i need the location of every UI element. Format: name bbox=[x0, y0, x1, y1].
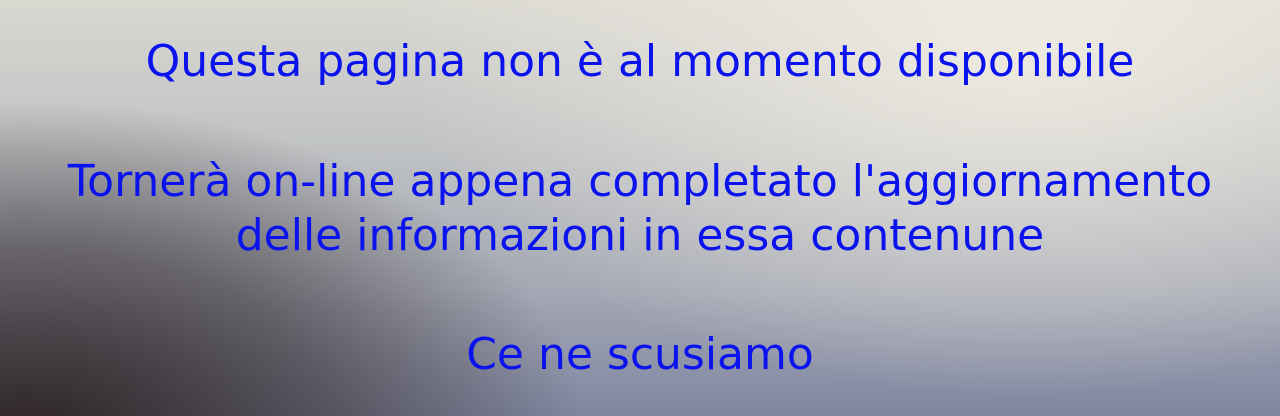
return-message bbox=[0, 155, 1280, 263]
unavailable-heading: Questa pagina non è al momento disponibile bbox=[145, 36, 1135, 87]
return-message-line-2: delle informazioni in essa contenune bbox=[235, 210, 1045, 261]
apology-message: Ce ne scusiamo bbox=[466, 329, 814, 380]
return-message-line-1: Tornerà on-line appena completato l'aggiornamento bbox=[67, 156, 1213, 207]
